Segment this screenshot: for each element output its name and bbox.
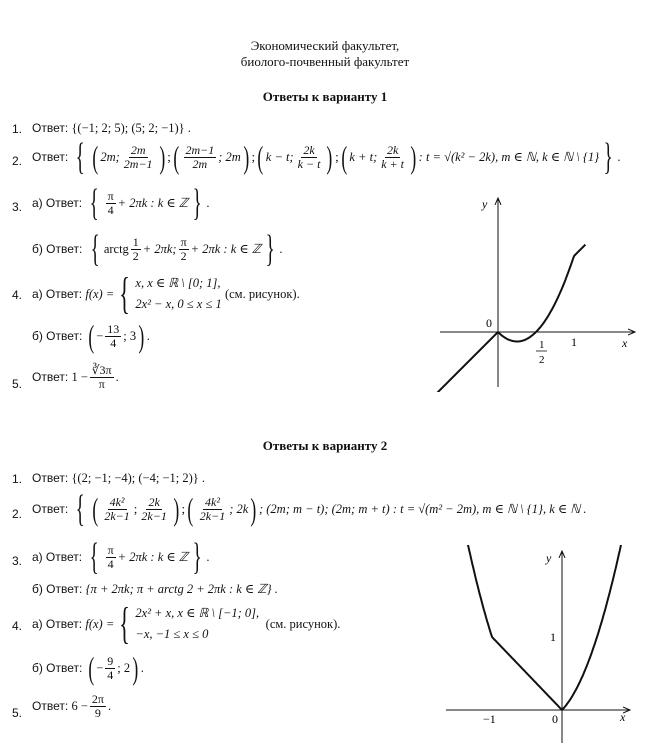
v2-q3-number: 3.	[12, 554, 23, 568]
v1-q3b-tail: + 2πk : k ∈ ℤ	[190, 242, 262, 256]
v2-curve	[468, 545, 633, 710]
answer-label: Ответ:	[32, 150, 69, 164]
v2-q4-note: (см. рисунок).	[265, 616, 341, 631]
v1-q4-case2: 2x² − x, 0 ≤ x ≤ 1	[135, 297, 222, 311]
v1-q2-answer: Ответ: { ( 2m; $\frac{2m}{2m-1}$ ) ; ( $\frac{2m-1}{2m}$ ; 2m ) ; ( k − t; $\frac{2k}{k - t}$ ) ; ( k + t; $\frac{2k}{k + t}$ ) : t = √(k² − 2k), m ∈ ℕ, k ∈ ℕ \ {1} } .	[32, 136, 621, 178]
answer-label: Ответ:	[32, 471, 69, 485]
v2-function-graph	[440, 545, 640, 745]
answer-label: Ответ:	[45, 287, 83, 301]
tick-1-label: 1	[571, 335, 577, 349]
item-a: а)	[32, 287, 43, 301]
v1-q3a-answer: а) Ответ: { $\frac{\pi}{4}$ + 2πk : k ∈ ℤ } .	[32, 182, 210, 224]
v1-q3b-arctg: arctg	[103, 241, 129, 256]
v2-q3a-tail: + 2πk : k ∈ ℤ	[117, 550, 189, 564]
answer-label: Ответ:	[46, 582, 83, 596]
v2-q1-answer	[32, 470, 205, 486]
v2-q5-number: 5.	[12, 706, 23, 720]
item-b: б)	[32, 582, 43, 596]
item-a: а)	[32, 196, 43, 210]
item-a: а)	[32, 550, 43, 564]
v2-q3b-answer	[32, 581, 278, 597]
answer-label: Ответ:	[45, 196, 83, 210]
answer-label: Ответ:	[45, 550, 83, 564]
x-axis-label: x	[620, 710, 626, 724]
v1-q3a-tail: + 2πk : k ∈ ℤ	[117, 196, 189, 210]
item-b: б)	[32, 329, 43, 343]
v2-q2-mid: ; (2m; m − t); (2m; m + t) : t = √(m² − 2m), m ∈ ℕ \ {1}, k ∈ ℕ .	[258, 502, 587, 516]
answer-label: Ответ:	[32, 121, 69, 135]
v1-q4-case1: x, x ∈ ℝ \ [0; 1],	[135, 276, 221, 290]
answer-label: Ответ:	[46, 661, 83, 675]
answer-label: Ответ:	[46, 242, 83, 256]
answer-label: Ответ:	[32, 370, 69, 385]
v1-function-graph	[430, 192, 645, 392]
v1-q5-answer: Ответ: 1 − $\frac{∛3\pi}{\pi}$ .	[32, 363, 119, 391]
v1-curve	[430, 245, 585, 392]
v1-q4a-answer: а) Ответ: f(x) = { x, x ∈ ℝ \ [0; 1], 2x² − x, 0 ≤ x ≤ 1 (см. рисунок).	[32, 269, 300, 318]
answer-label: Ответ:	[32, 699, 69, 714]
tick-half-num: 1	[539, 339, 545, 351]
v1-q1-text: {(−1; 2; 5); (5; 2; −1)} .	[71, 120, 191, 135]
v2-q1-text: {(2; −1; −4); (−4; −1; 2)} .	[71, 470, 206, 485]
v1-q5-number: 5.	[12, 377, 23, 391]
v1-q4-note: (см. рисунок).	[224, 286, 300, 301]
item-b: б)	[32, 242, 43, 256]
v1-q4-fx: f(x) =	[85, 286, 115, 301]
v2-q4b-answer: б) Ответ: ( − $\frac{9}{4}$ ; 2 ) .	[32, 650, 144, 686]
answer-label: Ответ:	[45, 617, 83, 631]
y-axis-label: y	[482, 197, 488, 211]
variant-1-title: Ответы к варианту 1	[262, 89, 388, 104]
v2-q1-number: 1.	[12, 472, 23, 486]
v1-q3b-answer: б) Ответ: { arctg $\frac{1}{2}$ + 2πk; $\frac{\pi}{2}$ + 2πk : k ∈ ℤ } .	[32, 228, 283, 270]
v2-q3a-answer: а) Ответ: { $\frac{\pi}{4}$ + 2πk : k ∈ ℤ } .	[32, 536, 210, 578]
v1-q4-number: 4.	[12, 288, 23, 302]
item-b: б)	[32, 661, 43, 675]
v2-q4-case2: −x, −1 ≤ x ≤ 0	[135, 627, 209, 641]
origin-label: 0	[486, 316, 492, 330]
tick-half-den: 2	[539, 354, 545, 366]
v2-q4a-answer: а) Ответ: f(x) = { 2x² + x, x ∈ ℝ \ [−1; 0], −x, −1 ≤ x ≤ 0 (см. рисунок).	[32, 599, 341, 648]
variant-2-title: Ответы к варианту 2	[262, 438, 388, 453]
v2-q4-fx: f(x) =	[85, 616, 115, 631]
v1-q1-answer	[32, 120, 191, 136]
v1-q2-number: 2.	[12, 154, 23, 168]
v1-q4b-answer: б) Ответ: ( − $\frac{13}{4}$ ; 3 ) .	[32, 318, 150, 354]
answer-label: Ответ:	[32, 502, 69, 516]
y-axis-label: y	[546, 551, 552, 565]
v1-q3b-mid: + 2πk;	[142, 241, 177, 256]
faculty-line-1: Экономический факультет,	[250, 38, 400, 53]
origin-label: 0	[552, 712, 558, 726]
faculty-line-2: биолого-почвенный факультет	[240, 54, 410, 69]
answer-label: Ответ:	[46, 329, 83, 343]
v1-q3-number: 3.	[12, 200, 23, 214]
v2-q2-answer: Ответ: { ( $\frac{\text{4k²}}{2k-1}$ ; $\frac{2k}{2k-1}$ ) ; ( $\frac{\text{4k²}}{2k-1}$ ; 2k ) ; (2m; m − t); (2m; m + t) : t = √(m² − 2m), m ∈ ℕ \ {1}, k ∈ ℕ .	[32, 488, 587, 530]
v2-q5-answer: Ответ: 6 − $\frac{2\pi}{9}$ .	[32, 692, 112, 720]
v1-q1-number: 1.	[12, 122, 23, 136]
v2-q4-case1: 2x² + x, x ∈ ℝ \ [−1; 0],	[135, 606, 260, 620]
item-a: а)	[32, 617, 43, 631]
v1-q2-t-def: : t = √(k² − 2k), m ∈ ℕ, k ∈ ℕ \ {1}	[418, 150, 600, 164]
tick-neg1-label: −1	[483, 712, 496, 726]
tick-y1-label: 1	[550, 630, 556, 644]
x-axis-label: x	[622, 336, 628, 350]
v2-q2-number: 2.	[12, 507, 23, 521]
v2-q3b-text: {π + 2πk; π + arctg 2 + 2πk : k ∈ ℤ} .	[85, 582, 278, 596]
v2-q4-number: 4.	[12, 619, 23, 633]
